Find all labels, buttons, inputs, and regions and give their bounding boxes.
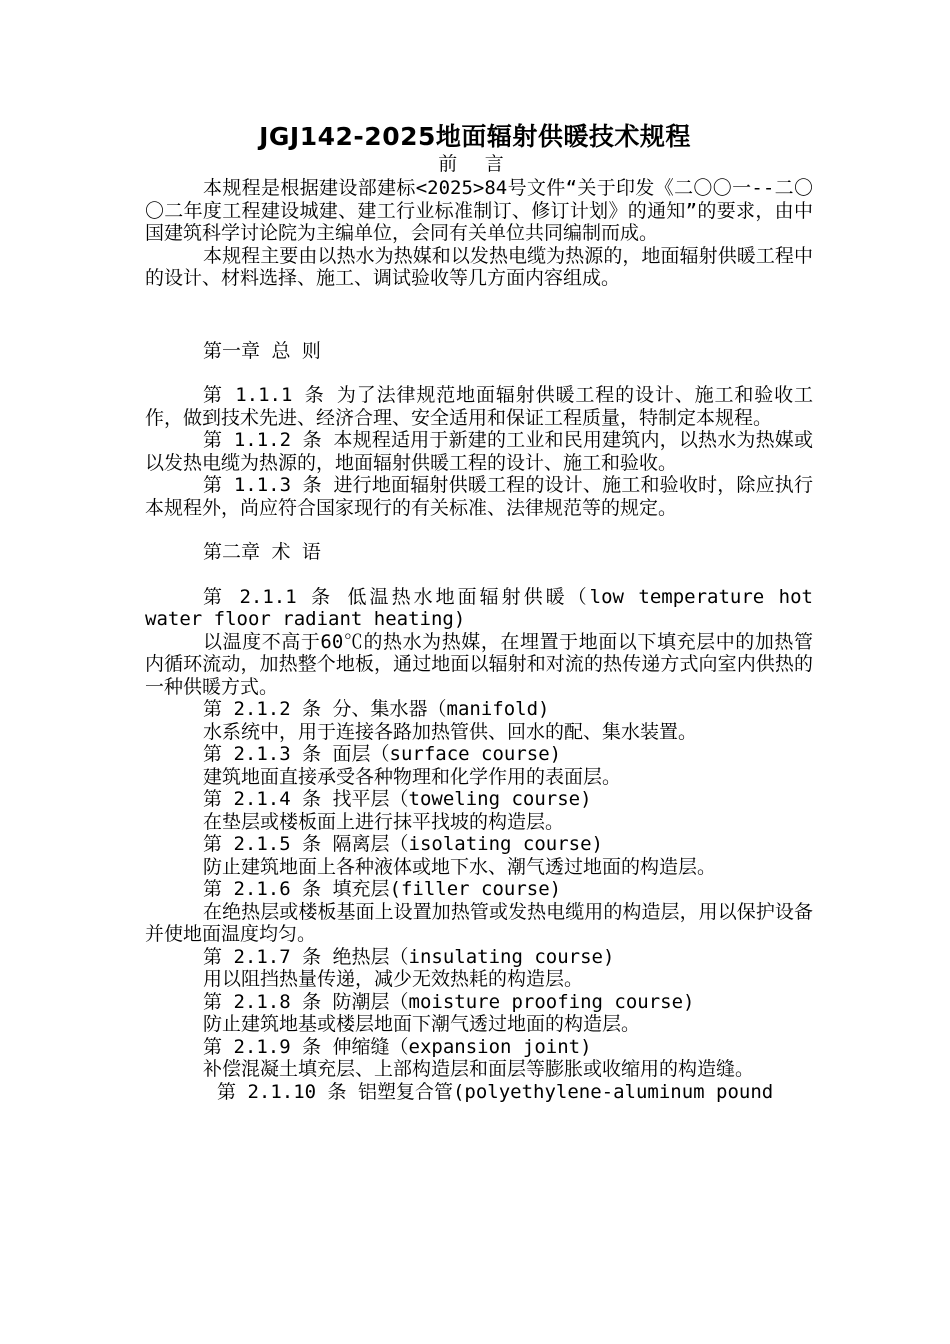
term-title: 第 2.1.9 条 伸缩缝（expansion joint) bbox=[203, 1035, 592, 1058]
term-definition: 水系统中，用于连接各路加热管供、回水的配、集水装置。 bbox=[203, 720, 698, 743]
term-definition: 以温度不高于60℃的热水为热媒，在埋置于地面以下填充层中的加热管内循环流动，加热整个地板，通过地面以辐射和对流的热传递方式向室内供热的一种供暖方式。 bbox=[145, 630, 813, 698]
term-title: 第 2.1.6 条 填充层(filler course) bbox=[203, 878, 562, 900]
chapter-heading: 第一章 总 则 bbox=[203, 339, 321, 362]
term-definition: 用以阻挡热量传递，减少无效热耗的构造层。 bbox=[203, 968, 584, 990]
document-body bbox=[145, 177, 813, 1103]
term-title: 第 2.1.10 条 铝塑复合管(polyethylene-aluminum pound bbox=[217, 1080, 774, 1103]
term-title: 第 2.1.4 条 找平层（toweling course) bbox=[203, 788, 592, 810]
preface-paragraph: 本规程主要由以热水为热媒和以发热电缆为热源的，地面辐射供暖工程中的设计、材料选择、施工、调试验收等几方面内容组成。 bbox=[145, 244, 813, 289]
term-definition: 在绝热层或楼板基面上设置加热管或发热电缆用的构造层，用以保护设备并使地面温度均匀。 bbox=[145, 900, 813, 945]
chapter-heading: 第二章 术 语 bbox=[203, 541, 321, 563]
document-title: JGJ142-2025地面辐射供暖技术规程 bbox=[259, 122, 691, 151]
article-paragraph: 第 1.1.3 条 进行地面辐射供暖工程的设计、施工和验收时，除应执行本规程外，尚应符合国家现行的有关标准、法律规范等的规定。 bbox=[145, 474, 813, 519]
term-title: 第 2.1.7 条 绝热层（insulating course) bbox=[203, 945, 615, 968]
article-paragraph: 第 1.1.2 条 本规程适用于新建的工业和民用建筑内，以热水为热媒或以发热电缆为热源的，地面辐射供暖工程的设计、施工和验收。 bbox=[145, 429, 813, 474]
term-definition: 防止建筑地基或楼层地面下潮气透过地面的构造层。 bbox=[203, 1013, 641, 1035]
term-definition: 补偿混凝土填充层、上部构造层和面层等膨胀或收缩用的构造缝。 bbox=[203, 1058, 755, 1080]
term-definition: 防止建筑地面上各种液体或地下水、潮气透过地面的构造层。 bbox=[203, 855, 717, 878]
term-definition: 建筑地面直接承受各种物理和化学作用的表面层。 bbox=[203, 765, 622, 788]
term-title: 第 2.1.2 条 分、集水器（manifold) bbox=[203, 698, 550, 720]
article-paragraph: 第 1.1.1 条 为了法律规范地面辐射供暖工程的设计、施工和验收工作，做到技术先进、经济合理、安全适用和保证工程质量，特制定本规程。 bbox=[145, 384, 813, 429]
term-title: 第 2.1.8 条 防潮层（moisture proofing course) bbox=[203, 990, 695, 1013]
term-title: 第 2.1.3 条 面层（surface course) bbox=[203, 743, 562, 765]
preface-heading: 前 言 bbox=[438, 153, 512, 175]
preface-paragraph: 本规程是根据建设部建标<2025>84号文件“关于印发《二〇〇一--二〇〇二年度工程建设城建、建工行业标准制订、修订计划》的通知”的要求，由中国建筑科学讨论院为主编单位，会同有关单位共同编制而成。 bbox=[145, 177, 813, 244]
term-title: 第 2.1.1 条 低温热水地面辐射供暖（low temperature hot water floor radiant heating) bbox=[145, 585, 813, 630]
term-title: 第 2.1.5 条 隔离层（isolating course) bbox=[203, 833, 603, 855]
term-definition: 在垫层或楼板面上进行抹平找坡的构造层。 bbox=[203, 810, 565, 833]
